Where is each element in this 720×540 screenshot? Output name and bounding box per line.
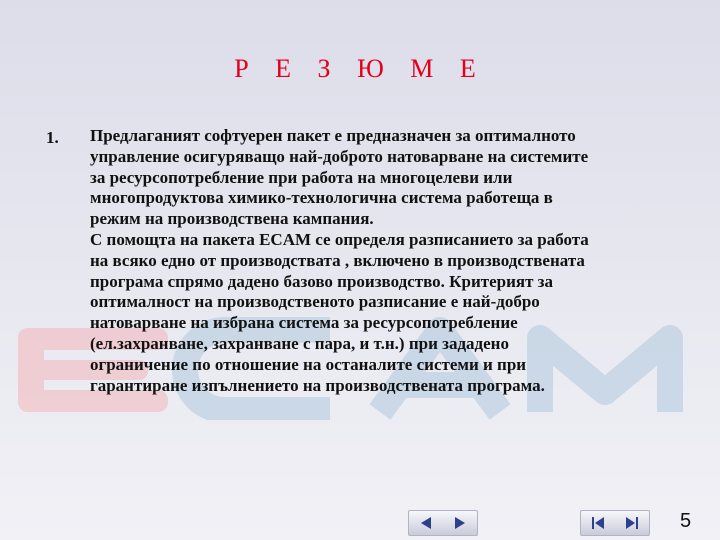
- first-icon[interactable]: [587, 514, 609, 532]
- nav-prev-next-group: [408, 510, 478, 536]
- previous-icon[interactable]: [415, 514, 437, 532]
- last-icon[interactable]: [621, 514, 643, 532]
- next-icon[interactable]: [449, 514, 471, 532]
- page-number: 5: [680, 510, 692, 532]
- list-item-number: 1.: [46, 128, 59, 147]
- slide-title: Р Е З Ю М Е: [234, 54, 486, 83]
- summary-paragraph: Предлаганият софтуерен пакет е предназначен за оптималното управление осигуряващо най-доброто натоварване на системите за ресурсопотребление при работа на многоцелеви или многопродуктова химико-технологична система работеща в режим на производствена кампания. С помощта на пакета ECAM се определя разписанието за работа на всяко едно от производствата , включено в производствената програма спрямо дадено базово производство. Критерият за оптималност на производственото разписание е най-добро натоварване на избрана система за ресурсопотребление (ел.захранване, захранване с пара, и т.н.) при зададено ограничение по отношение на останалите системи и при гарантиране изпълнението на производствената програма.: [90, 126, 589, 395]
- nav-first-last-group: [580, 510, 650, 536]
